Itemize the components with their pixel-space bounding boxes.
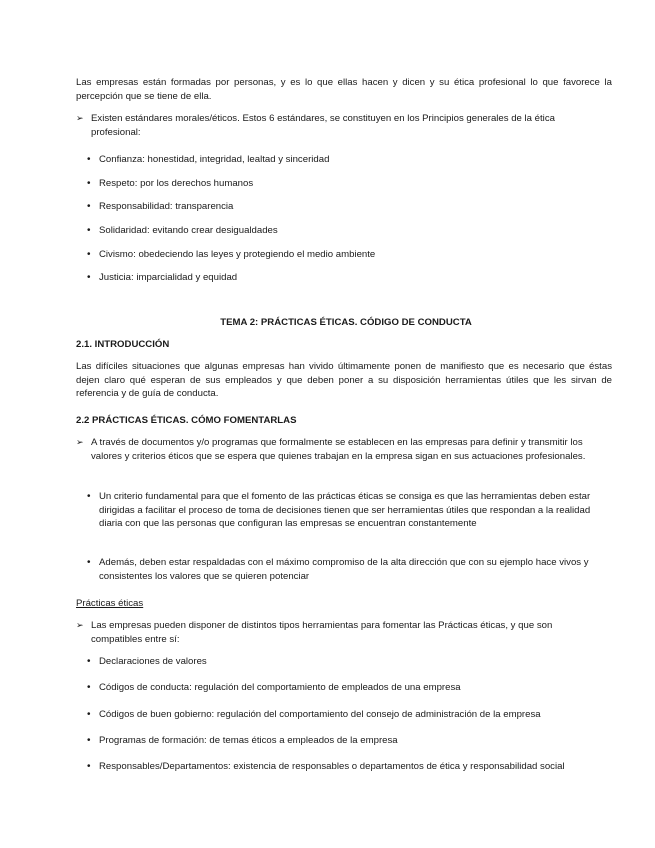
standards-lead-text: Existen estándares morales/éticos. Estos 6 estándares, se constituyen en los Principios generales de la ética profesional:: [91, 113, 555, 138]
sec22-lead-text: A través de documentos y/o programas que formalmente se establecen en las empresas para definir y transmitir los valores y criterios éticos que se espera que quienes trabajan en la empresa sigan en sus actuaciones profesionales.: [91, 437, 586, 462]
sec22-item: • Un criterio fundamental para que el fomento de las prácticas éticas se consiga es que las herramientas deben estar dirigidas a facilitar el proceso de toma de decisiones tienen que ser herramientas útiles que respondan a la realidad diaria con que las personas que configuran las empresas se encuentran constantemente: [87, 491, 591, 529]
practicas-item: • Códigos de conducta: regulación del comportamiento de empleados de una empresa: [87, 682, 461, 693]
bullet-icon: •: [87, 491, 91, 502]
practicas-lead-item: [76, 619, 606, 646]
practicas-item: • Responsables/Departamentos: existencia de responsables o departamentos de ética y responsabilidad social: [87, 761, 565, 772]
bullet-icon: •: [87, 225, 91, 236]
bullet-icon: •: [87, 761, 91, 772]
practicas-heading: Prácticas éticas: [76, 598, 144, 609]
bullet-icon: •: [87, 201, 91, 212]
bullet-icon: •: [87, 682, 91, 693]
sec22-lead-item: [76, 436, 606, 463]
practicas-item: • Códigos de buen gobierno: regulación del comportamiento del consejo de administración de la empresa: [87, 709, 541, 720]
standards-item: • Civismo: obedeciendo las leyes y protegiendo el medio ambiente: [87, 249, 376, 260]
sec21-paragraph: Las difíciles situaciones que algunas empresas han vivido últimamente ponen de manifiesto que es necesario que éstas dejen claro qué esperan de sus empleados y que deben poner a su disposición herramientas útiles que les sirvan de referencia y de guía de conducta.: [76, 361, 612, 399]
bullet-icon: •: [87, 557, 91, 568]
bullet-icon: •: [87, 656, 91, 667]
sec22-item: • Además, deben estar respaldadas con el máximo compromiso de la alta dirección que con su ejemplo hace vivos y consistentes los valores que se quieren potenciar: [87, 557, 589, 582]
intro-paragraph: Las empresas están formadas por personas, y es lo que ellas hacen y dicen y su ética profesional lo que favorece la percepción que se tiene de ella.: [76, 77, 612, 102]
arrow-bullet-icon: ➢: [76, 620, 84, 630]
sec22-heading: 2.2 PRÁCTICAS ÉTICAS. CÓMO FOMENTARLAS: [76, 415, 297, 426]
bullet-icon: •: [87, 249, 91, 260]
standards-item: • Confianza: honestidad, integridad, lealtad y sinceridad: [87, 154, 330, 165]
standards-item: • Justicia: imparcialidad y equidad: [87, 272, 238, 283]
tema2-title: TEMA 2: PRÁCTICAS ÉTICAS. CÓDIGO DE CONDUCTA: [220, 317, 472, 328]
bullet-icon: •: [87, 178, 91, 189]
bullet-icon: •: [87, 709, 91, 720]
practicas-item: • Declaraciones de valores: [87, 656, 207, 667]
standards-item: • Responsabilidad: transparencia: [87, 201, 234, 212]
bullet-icon: •: [87, 272, 91, 283]
standards-item: • Solidaridad: evitando crear desigualdades: [87, 225, 278, 236]
sec21-heading: 2.1. INTRODUCCIÓN: [76, 339, 170, 350]
arrow-bullet-icon: ➢: [76, 113, 84, 123]
practicas-item: • Programas de formación: de temas éticos a empleados de la empresa: [87, 735, 398, 746]
standards-lead-item: [76, 112, 606, 139]
bullet-icon: •: [87, 735, 91, 746]
practicas-lead-text: Las empresas pueden disponer de distintos tipos herramientas para fomentar las Prácticas éticas, y que son compatibles entre sí:: [91, 620, 553, 645]
bullet-icon: •: [87, 154, 91, 165]
arrow-bullet-icon: ➢: [76, 437, 84, 447]
standards-item: • Respeto: por los derechos humanos: [87, 178, 254, 189]
